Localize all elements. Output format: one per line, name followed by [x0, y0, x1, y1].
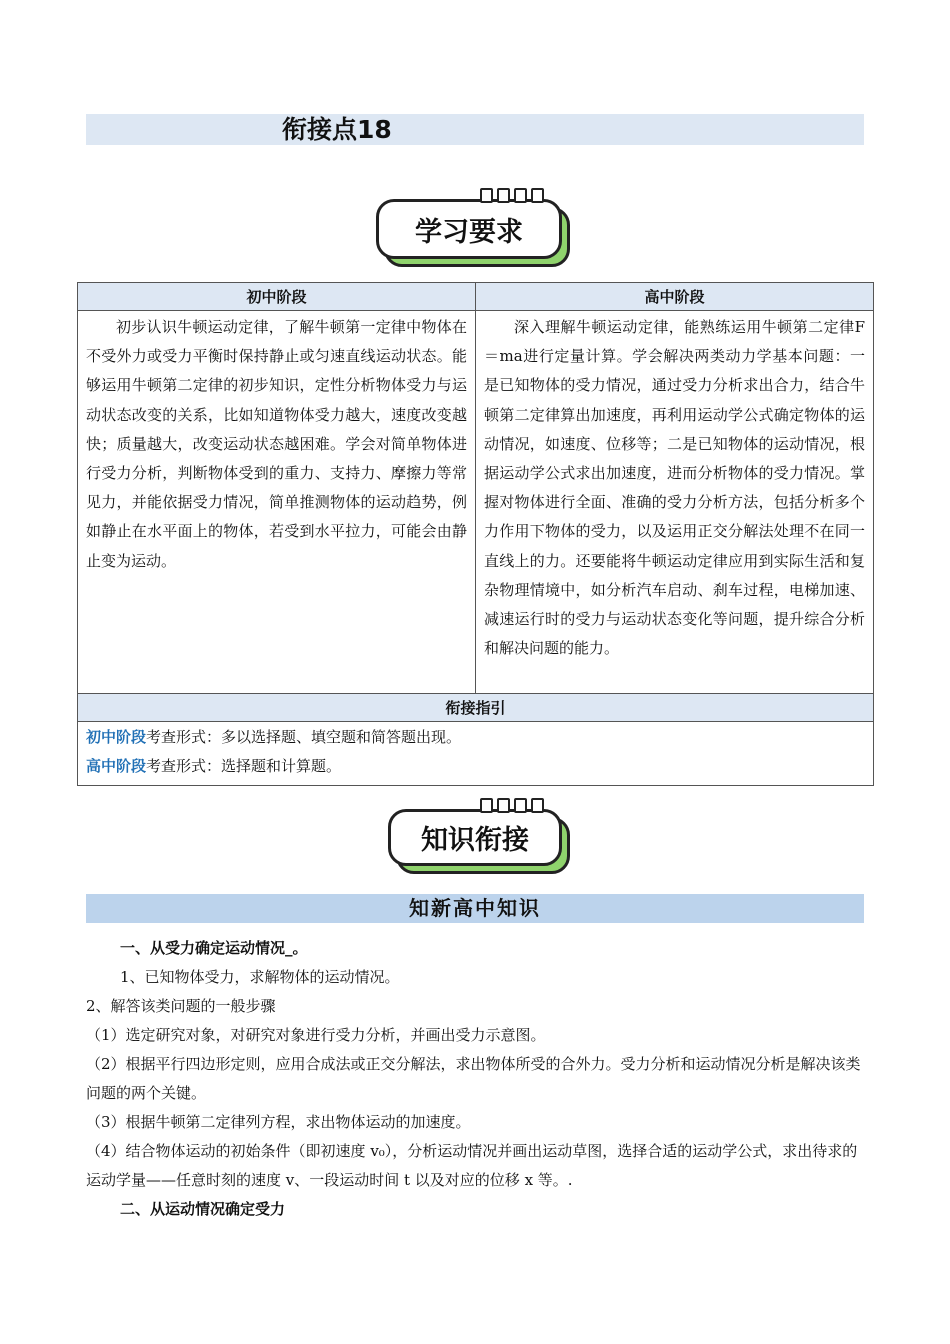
junior-text: 初步认识牛顿运动定律，了解牛顿第一定律中物体在不受外力或受力平衡时保持静止或匀速直线运动状态。能够运用牛顿第二定律的初步知识，定性分析物体受力与运动状态改变的关系，比如知道物体受力越大，速度改变越快；质量越大，改变运动状态越困难。学会对简单物体进行受力分析，判断物体受到的重力、支持力、摩擦力等常见力，并能依据受力情况，简单推测物体的运动趋势，例如静止在水平面上的物体，若受到水平拉力，可能会由静止变为运动。 — [86, 318, 467, 570]
knowledge-badge — [388, 809, 562, 866]
paragraph-2: 2、解答该类问题的一般步骤 — [86, 997, 276, 1015]
guide-senior-label: 高中阶段 — [86, 757, 147, 775]
notebook-rings-icon — [480, 188, 544, 203]
requirements-badge — [376, 199, 562, 259]
senior-header: 高中阶段 — [476, 283, 874, 311]
senior-cell — [476, 311, 874, 694]
step-2: （2）根据平行四边形定则，应用合成法或正交分解法，求出物体所受的合外力。受力分析和运动情况分析是解决该类问题的两个关键。 — [86, 1055, 861, 1102]
guide-senior-line — [86, 752, 865, 781]
notebook-rings-icon — [480, 798, 544, 813]
senior-text: 深入理解牛顿运动定律，能熟练运用牛顿第二定律F＝ma进行定量计算。学会解决两类动力学基本问题：一是已知物体的受力情况，通过受力分析求出合力，结合牛顿第二定律算出加速度，再利用运动学公式确定物体的运动情况，如速度、位移等；二是已知物体的运动情况，根据运动学公式求出加速度，进而分析物体的受力情况。掌握对物体进行全面、准确的受力分析方法，包括分析多个力作用下物体的受力，以及运用正交分解法处理不在同一直线上的力。还要能将牛顿运动定律应用到实际生活和复杂物理情境中，如分析汽车启动、刹车过程，电梯加速、减速运行时的受力与运动状态变化等问题，提升综合分析和解决问题的能力。 — [484, 318, 865, 658]
guide-header: 衔接指引 — [78, 694, 874, 722]
guide-junior-label: 初中阶段 — [86, 728, 147, 746]
junior-cell — [78, 311, 476, 694]
step-3: （3）根据牛顿第二定律列方程，求出物体运动的加速度。 — [86, 1113, 471, 1131]
requirements-table — [77, 282, 874, 786]
paragraph-1: 1、已知物体受力，求解物体的运动情况。 — [120, 968, 400, 986]
badge-label: 知识衔接 — [388, 809, 562, 866]
title-bar — [86, 114, 864, 145]
heading-2: 二、从运动情况确定受力 — [120, 1200, 286, 1218]
badge-label: 学习要求 — [376, 199, 562, 259]
guide-junior-text: 考查形式：多以选择题、填空题和简答题出现。 — [146, 728, 462, 746]
page-title: 衔接点18 — [282, 115, 392, 144]
guide-senior-text: 考查形式：选择题和计算题。 — [146, 757, 342, 775]
content-body — [86, 934, 864, 1224]
heading-1: 一、从受力确定运动情况_。 — [120, 939, 308, 957]
junior-header: 初中阶段 — [78, 283, 476, 311]
step-4: （4）结合物体运动的初始条件（即初速度 v₀），分析运动情况并画出运动草图，选择合适的运动学公式，求出待求的运动学量——任意时刻的速度 v、一段运动时间 t 以及对应的位移 x 等。. — [86, 1142, 858, 1189]
guide-cell — [78, 722, 874, 786]
guide-junior-line — [86, 723, 865, 752]
step-1: （1）选定研究对象，对研究对象进行受力分析，并画出受力示意图。 — [86, 1026, 546, 1044]
section-title: 知新高中知识 — [86, 894, 864, 923]
